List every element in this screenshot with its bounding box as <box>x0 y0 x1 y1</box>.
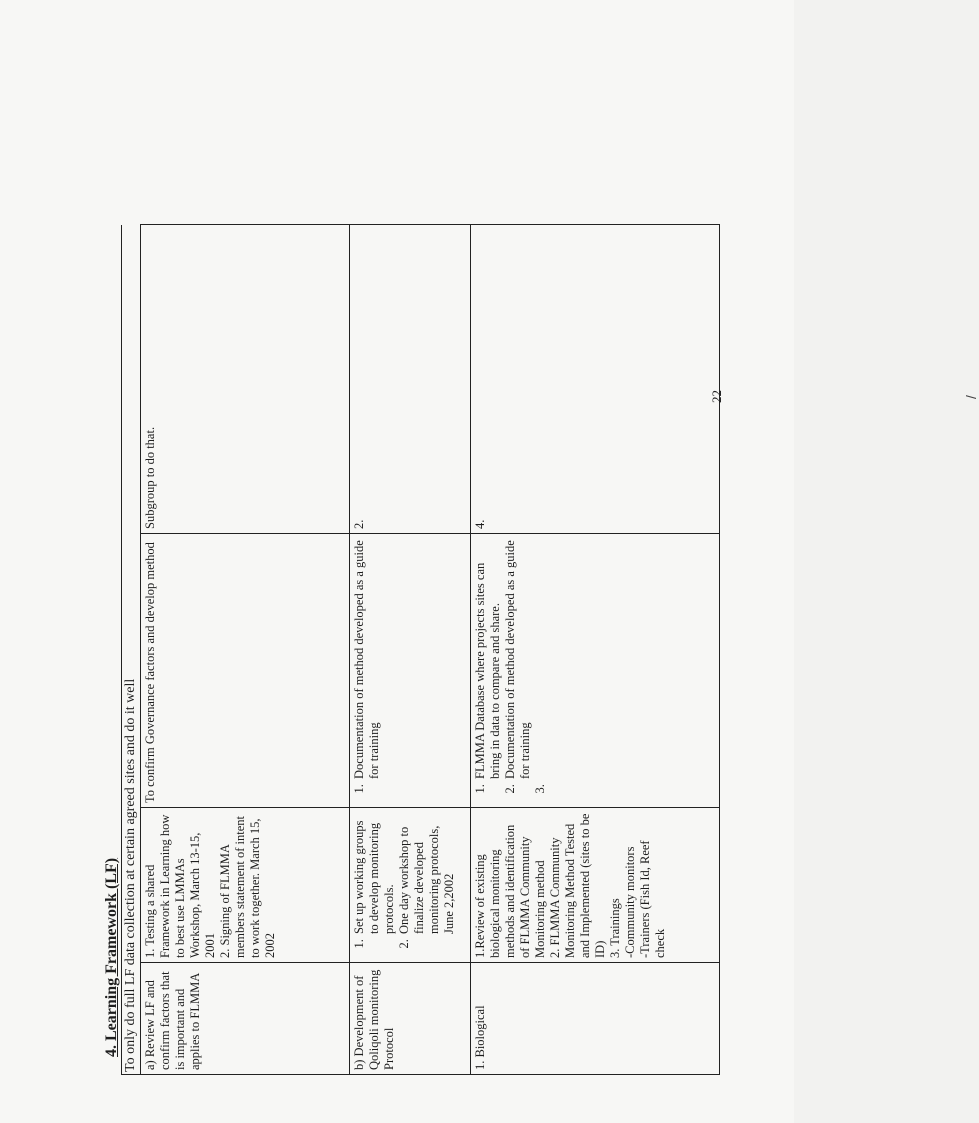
outputs-cell: To confirm Governance factors and develop method <box>141 534 350 808</box>
activities-cell <box>350 808 471 963</box>
outputs-cell <box>471 534 720 808</box>
page-number: 22 <box>709 390 724 403</box>
pen-mark: / <box>963 395 979 399</box>
table-row <box>350 225 471 1075</box>
activities-text: 1.Review of existing biological monitoring methods and identification of FLMMA Community Monitoring method 2. FLMMA Community Monitoring Method Tested and Implemented (sites to be ID) 3. Trainings -Community monitors -Trainers (Fish Id, Reef check <box>473 813 667 958</box>
list-item: 1. Documentation of method developed as a guide for training <box>352 538 382 781</box>
outputs-list <box>352 538 382 803</box>
table-row <box>141 225 350 1075</box>
list-item: 1. Set up working groups to develop monitoring protocols. <box>352 812 397 936</box>
list-item: 1. FLMMA Database where projects sites can bring in data to compare and share. <box>473 538 503 781</box>
learning-framework-table <box>140 224 720 1075</box>
comments-cell: 2. <box>350 225 471 534</box>
rotated-page-content <box>97 225 979 1075</box>
comments-cell: Subgroup to do that. <box>141 225 350 534</box>
outputs-cell <box>350 534 471 808</box>
outputs-list <box>473 538 548 803</box>
list-item: 2. Documentation of method developed as a guide for training <box>503 538 533 781</box>
objective-cell: b) Development of Qoliqoli monitoring Protocol <box>350 963 471 1075</box>
section-title: 4. Learning Framework (LF) <box>103 857 120 1057</box>
activities-cell <box>141 808 350 963</box>
comments-cell: 4. <box>471 225 720 534</box>
objective-cell: 1. Biological <box>471 963 720 1075</box>
table-row <box>471 225 720 1075</box>
objective-cell: a) Review LF and confirm factors that is important and applies to FLMMA <box>141 963 350 1075</box>
list-item <box>533 538 548 781</box>
section-subtitle: To only do full LF data collection at certain agreed sites and do it well <box>121 225 140 1075</box>
activities-list <box>352 812 457 958</box>
list-item: 2. One day workshop to finalize developed monitoring protocols, June 2,2002 <box>397 812 457 936</box>
activities-cell <box>471 808 720 963</box>
activities-text: 1. Testing a shared Framework in Learning how to best use LMMAs Workshop, March 13-15, 2001 2. Signing of FLMMA members statement of intent to work together. March 15, 2002 <box>143 814 277 958</box>
